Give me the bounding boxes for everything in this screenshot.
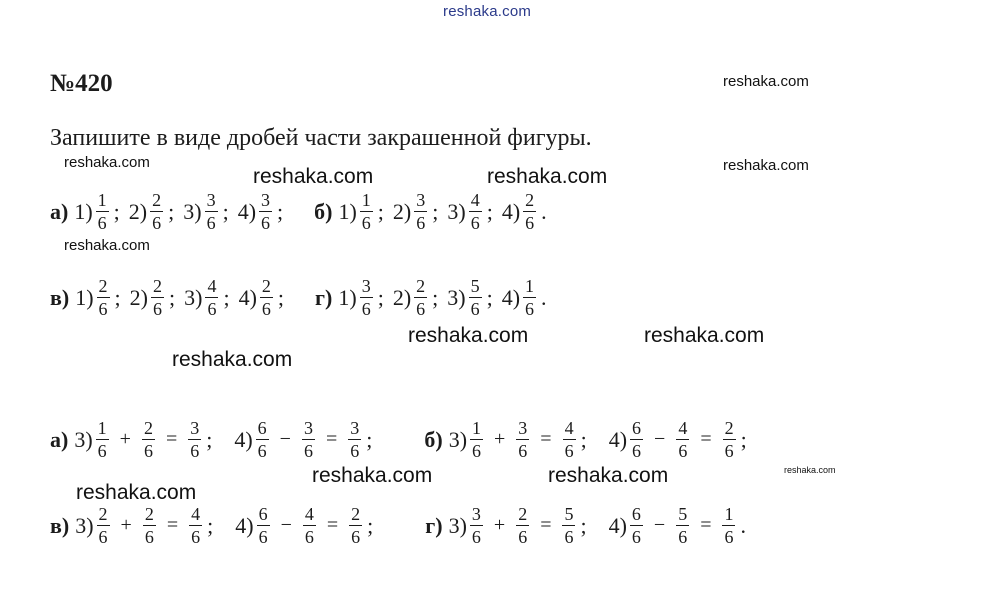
- answer-row-ab: [50, 190, 556, 233]
- fraction-numerator: 1: [525, 276, 535, 296]
- equation-group-v: [50, 504, 395, 547]
- answer-item: [130, 276, 175, 319]
- operator: +: [119, 428, 131, 450]
- equation: [74, 418, 212, 461]
- fraction-denominator: 6: [564, 441, 574, 461]
- equals-sign: =: [540, 514, 552, 536]
- fraction-numerator: 4: [191, 504, 201, 524]
- item-index: 2): [128, 198, 148, 224]
- fraction-denominator: 6: [261, 299, 271, 319]
- fraction-numerator: 2: [98, 504, 108, 524]
- fraction-numerator: 4: [678, 418, 688, 438]
- equals-sign: =: [700, 428, 712, 450]
- fraction: [470, 418, 483, 461]
- fraction-denominator: 6: [261, 213, 271, 233]
- fraction: [302, 418, 315, 461]
- fraction: [516, 418, 529, 461]
- fraction: [414, 276, 427, 319]
- group-label: а): [50, 198, 69, 224]
- operator: +: [120, 514, 132, 536]
- fraction-numerator: 1: [97, 190, 107, 210]
- item-index: 4): [501, 284, 521, 310]
- answer-item: [502, 276, 547, 319]
- answer-item: [184, 276, 229, 319]
- task-text: Запишите в виде дробей части закрашенной фигуры.: [50, 125, 592, 151]
- item-separator: ;: [222, 198, 229, 224]
- answer-item: [129, 190, 174, 233]
- fraction-numerator: 3: [518, 418, 528, 438]
- fraction-denominator: 6: [632, 441, 642, 461]
- answer-group-a: [50, 190, 292, 233]
- fraction-denominator: 6: [257, 441, 267, 461]
- item-separator: ;: [580, 512, 587, 538]
- fraction: [303, 504, 316, 547]
- item-separator: ;: [277, 284, 285, 310]
- item-separator: ;: [207, 512, 214, 538]
- fraction: [257, 504, 270, 547]
- watermark-top: reshaka.com: [443, 3, 532, 20]
- answer-item: [393, 276, 438, 319]
- item-index: 1): [74, 198, 93, 224]
- item-index: 4): [608, 512, 627, 538]
- fraction-denominator: 6: [153, 299, 162, 319]
- fraction-numerator: 2: [144, 504, 154, 524]
- fraction-numerator: 2: [153, 276, 162, 296]
- fraction-denominator: 6: [144, 527, 154, 547]
- item-index: 3): [448, 426, 468, 452]
- fraction-numerator: 5: [470, 276, 480, 296]
- group-label: в): [50, 284, 70, 310]
- equation-group-a: [50, 418, 394, 461]
- watermark: reshaka.com: [548, 464, 669, 487]
- fraction-denominator: 6: [258, 527, 268, 547]
- answer-item: [238, 190, 283, 233]
- item-index: 2): [392, 284, 412, 310]
- fraction-numerator: 6: [631, 504, 641, 524]
- watermark: reshaka.com: [64, 154, 150, 171]
- problem-number: №420: [50, 70, 113, 97]
- fraction: [630, 418, 643, 461]
- answer-item: [239, 276, 284, 319]
- fraction-numerator: 1: [724, 504, 734, 524]
- fraction-denominator: 6: [143, 441, 153, 461]
- watermark: reshaka.com: [253, 165, 374, 188]
- fraction-numerator: 3: [471, 504, 481, 524]
- item-index: 1): [338, 284, 357, 310]
- fraction-numerator: 3: [416, 190, 426, 210]
- watermark: reshaka.com: [644, 324, 765, 347]
- fraction: [188, 418, 201, 461]
- fraction: [676, 504, 689, 547]
- fraction-numerator: 3: [206, 190, 216, 210]
- fraction: [151, 276, 164, 319]
- fraction-numerator: 1: [472, 418, 482, 438]
- item-index: 4): [608, 426, 628, 452]
- fraction-numerator: 6: [257, 418, 267, 438]
- item-separator: .: [740, 512, 746, 538]
- watermark: reshaka.com: [408, 324, 529, 347]
- watermark: reshaka.com: [487, 165, 608, 188]
- equation: [609, 504, 746, 547]
- item-index: 4): [238, 284, 257, 310]
- fraction: [348, 418, 361, 461]
- fraction-denominator: 6: [304, 527, 314, 547]
- fraction: [96, 190, 109, 233]
- operator: −: [653, 514, 666, 536]
- watermark: reshaka.com: [723, 73, 809, 90]
- equation: [609, 418, 747, 461]
- equation: [235, 504, 373, 547]
- fraction: [189, 504, 202, 547]
- fraction: [205, 276, 218, 319]
- fraction-denominator: 6: [471, 527, 481, 547]
- fraction: [205, 190, 218, 233]
- fraction: [414, 190, 427, 233]
- fraction: [630, 504, 643, 547]
- equation: [449, 418, 587, 461]
- item-index: 3): [184, 284, 203, 310]
- fraction-denominator: 6: [678, 441, 688, 461]
- fraction-denominator: 6: [190, 441, 200, 461]
- fraction-numerator: 3: [190, 418, 200, 438]
- item-separator: ;: [114, 284, 121, 310]
- item-separator: ;: [168, 198, 175, 224]
- item-separator: ;: [223, 284, 230, 310]
- fraction: [563, 418, 576, 461]
- operator: −: [280, 514, 292, 536]
- item-index: 4): [235, 512, 254, 538]
- fraction-numerator: 4: [470, 190, 480, 210]
- equals-sign: =: [700, 514, 712, 536]
- item-index: 2): [392, 198, 412, 224]
- watermark: reshaka.com: [312, 464, 433, 487]
- fraction: [469, 190, 482, 233]
- fraction-denominator: 6: [564, 527, 574, 547]
- fraction: [142, 418, 155, 461]
- fraction-denominator: 6: [678, 527, 688, 547]
- group-label: г): [315, 284, 333, 310]
- fraction-numerator: 2: [416, 276, 426, 296]
- equation-row-ab: [50, 418, 769, 461]
- equals-sign: =: [166, 514, 179, 536]
- fraction-numerator: 4: [564, 418, 574, 438]
- fraction-denominator: 6: [152, 213, 162, 233]
- fraction: [260, 276, 273, 319]
- item-separator: ;: [486, 284, 493, 310]
- operator: −: [279, 428, 291, 450]
- answer-item: [502, 190, 547, 233]
- watermark: reshaka.com: [172, 348, 293, 371]
- operator: −: [654, 428, 666, 450]
- fraction: [256, 418, 269, 461]
- fraction-numerator: 1: [97, 418, 107, 438]
- fraction-denominator: 6: [518, 441, 528, 461]
- item-separator: ;: [432, 284, 439, 310]
- equals-sign: =: [325, 428, 338, 450]
- equation-row-vg: [50, 504, 768, 547]
- fraction-numerator: 2: [152, 190, 162, 210]
- fraction: [150, 190, 163, 233]
- fraction: [723, 418, 736, 461]
- fraction-denominator: 6: [206, 213, 216, 233]
- equation-group-g: [425, 504, 768, 547]
- fraction-denominator: 6: [525, 213, 535, 233]
- item-index: 3): [183, 198, 202, 224]
- answer-row-vg: [50, 276, 556, 319]
- watermark: reshaka.com: [723, 157, 809, 174]
- fraction-denominator: 6: [98, 527, 108, 547]
- fraction: [259, 190, 272, 233]
- fraction-denominator: 6: [518, 527, 528, 547]
- operator: +: [493, 514, 506, 536]
- item-separator: ;: [277, 198, 284, 224]
- equation-group-b: [424, 418, 768, 461]
- item-separator: ;: [169, 284, 176, 310]
- fraction: [676, 418, 689, 461]
- fraction-denominator: 6: [350, 441, 360, 461]
- item-separator: ;: [377, 284, 384, 310]
- item-separator: ;: [113, 198, 120, 224]
- answer-group-g: [315, 276, 556, 319]
- fraction: [523, 276, 536, 319]
- group-label: г): [425, 512, 443, 538]
- fraction-denominator: 6: [724, 527, 734, 547]
- item-separator: .: [541, 198, 547, 224]
- fraction-numerator: 3: [261, 190, 271, 210]
- item-separator: ;: [486, 198, 493, 224]
- fraction-denominator: 6: [351, 527, 361, 547]
- fraction: [360, 276, 373, 319]
- group-label: б): [424, 426, 443, 452]
- item-separator: ;: [580, 426, 587, 452]
- item-index: 1): [338, 198, 357, 224]
- item-separator: .: [541, 284, 547, 310]
- fraction-numerator: 2: [724, 418, 734, 438]
- item-index: 3): [74, 426, 93, 452]
- fraction: [360, 190, 373, 233]
- fraction-numerator: 5: [564, 504, 574, 524]
- fraction: [96, 418, 109, 461]
- answer-group-b: [314, 190, 556, 233]
- fraction-numerator: 5: [678, 504, 688, 524]
- watermark: reshaka.com: [64, 237, 150, 254]
- fraction-numerator: 3: [303, 418, 313, 438]
- item-index: 3): [447, 284, 466, 310]
- item-index: 3): [447, 198, 466, 224]
- answer-item: [447, 276, 492, 319]
- fraction: [470, 504, 483, 547]
- equation: [234, 418, 372, 461]
- fraction-numerator: 3: [350, 418, 360, 438]
- watermark: reshaka.com: [784, 465, 836, 475]
- fraction-denominator: 6: [98, 299, 108, 319]
- answer-item: [338, 276, 383, 319]
- watermark: reshaka.com: [76, 481, 197, 504]
- answer-item: [74, 190, 119, 233]
- fraction-denominator: 6: [416, 299, 426, 319]
- operator: +: [494, 428, 506, 450]
- fraction-denominator: 6: [97, 213, 107, 233]
- fraction-numerator: 2: [261, 276, 271, 296]
- fraction: [143, 504, 156, 547]
- fraction-denominator: 6: [303, 441, 313, 461]
- fraction-denominator: 6: [191, 527, 201, 547]
- item-separator: ;: [740, 426, 747, 452]
- item-index: 1): [75, 284, 94, 310]
- fraction-denominator: 6: [631, 527, 641, 547]
- answer-item: [393, 190, 438, 233]
- group-label: а): [50, 426, 69, 452]
- group-label: в): [50, 512, 70, 538]
- fraction-numerator: 4: [304, 504, 314, 524]
- fraction-numerator: 4: [207, 276, 217, 296]
- fraction-denominator: 6: [416, 213, 426, 233]
- fraction-numerator: 2: [518, 504, 528, 524]
- fraction-denominator: 6: [724, 441, 734, 461]
- item-separator: ;: [366, 426, 373, 452]
- equation: [449, 504, 587, 547]
- fraction-denominator: 6: [472, 441, 482, 461]
- answer-group-v: [50, 276, 293, 319]
- fraction: [349, 504, 362, 547]
- fraction-numerator: 2: [525, 190, 535, 210]
- equals-sign: =: [326, 514, 339, 536]
- fraction-denominator: 6: [525, 299, 535, 319]
- equation: [75, 504, 213, 547]
- item-separator: ;: [206, 426, 213, 452]
- equals-sign: =: [165, 428, 178, 450]
- fraction-numerator: 6: [258, 504, 268, 524]
- fraction-numerator: 1: [361, 190, 371, 210]
- equals-sign: =: [540, 428, 552, 450]
- fraction: [97, 504, 110, 547]
- fraction-numerator: 6: [632, 418, 642, 438]
- item-index: 4): [237, 198, 257, 224]
- fraction-denominator: 6: [361, 213, 371, 233]
- answer-item: [75, 276, 120, 319]
- item-separator: ;: [367, 512, 374, 538]
- item-separator: ;: [377, 198, 384, 224]
- fraction: [516, 504, 529, 547]
- item-index: 2): [129, 284, 148, 310]
- fraction: [469, 276, 482, 319]
- fraction-numerator: 3: [361, 276, 371, 296]
- fraction: [722, 504, 735, 547]
- item-index: 3): [448, 512, 467, 538]
- fraction-denominator: 6: [361, 299, 371, 319]
- fraction-denominator: 6: [470, 299, 480, 319]
- fraction-numerator: 2: [143, 418, 153, 438]
- fraction: [97, 276, 110, 319]
- fraction-denominator: 6: [207, 299, 217, 319]
- group-label: б): [314, 198, 333, 224]
- fraction-denominator: 6: [97, 441, 107, 461]
- answer-item: [447, 190, 492, 233]
- fraction-denominator: 6: [470, 213, 480, 233]
- fraction: [523, 190, 536, 233]
- item-separator: ;: [432, 198, 439, 224]
- fraction: [562, 504, 575, 547]
- fraction-numerator: 2: [351, 504, 361, 524]
- item-index: 4): [501, 198, 521, 224]
- item-index: 4): [234, 426, 253, 452]
- item-index: 3): [75, 512, 94, 538]
- answer-item: [338, 190, 383, 233]
- fraction-numerator: 2: [98, 276, 108, 296]
- answer-item: [183, 190, 228, 233]
